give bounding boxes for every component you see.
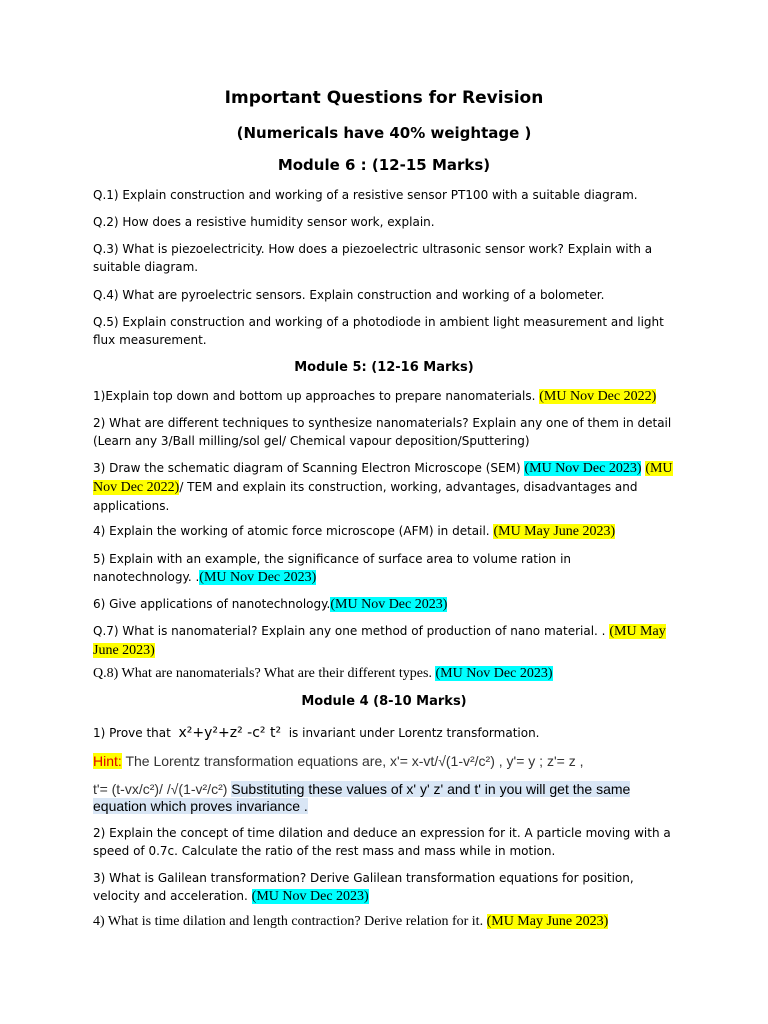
hint-highlight: Substituting these values of x' y' z' and t' in you will get the same equation which proves invariance . [93, 781, 631, 814]
module6-question: Q.2) How does a resistive humidity sensor work, explain. [93, 215, 435, 229]
question-text: 6) Give applications of nanotechnology. [93, 597, 331, 611]
module4-question-2: 2) Explain the concept of time dilation and deduce an expression for it. A particle moving with a speed of 0.7c. Calculate the ratio of the rest mass and mass while in motion. [93, 826, 671, 858]
exam-ref-badge: (MU May June 2023) [93, 624, 666, 658]
exam-ref-badge: (MU May June 2023) [493, 524, 616, 539]
exam-ref-badge: (MU Nov Dec 2022) [539, 389, 657, 404]
exam-ref-badge: (MU Nov Dec 2023) [330, 597, 448, 612]
question-text: is invariant under Lorentz transformation. [288, 726, 540, 740]
module4-question-1 [93, 724, 673, 742]
page-subtitle: (Numericals have 40% weightage ) [236, 124, 532, 142]
question-text: 3) Draw the schematic diagram of Scanning Electron Microscope (SEM) [93, 461, 521, 475]
module4-question-3 [93, 869, 673, 906]
module5-heading: Module 5: (12-16 Marks) [294, 360, 474, 375]
module6-question: Q.4) What are pyroelectric sensors. Explain construction and working of a bolometer. [93, 288, 605, 302]
invariant-formula: x²+y²+z² -c² t² [178, 725, 282, 741]
exam-ref-badge: (MU Nov Dec 2023) [524, 461, 642, 476]
module5-question-1 [93, 387, 673, 406]
exam-ref-badge: (MU Nov Dec 2023) [199, 570, 317, 585]
module5-question-5 [93, 550, 673, 587]
module4-question-4 [93, 913, 673, 931]
question-text: 1) Prove that [93, 726, 171, 740]
module4-heading: Module 4 (8-10 Marks) [301, 694, 467, 709]
module5-question-7 [93, 622, 673, 660]
exam-ref-badge: (MU Nov Dec 2022) [93, 461, 673, 495]
hint-block [93, 753, 683, 770]
exam-ref-badge: (MU Nov Dec 2023) [435, 666, 553, 681]
module5-question-8 [93, 665, 673, 683]
hint-continuation [93, 781, 663, 815]
question-text-rest: / TEM and explain its construction, working, advantages, disadvantages and applications. [93, 480, 638, 513]
exam-ref-badge: (MU May June 2023) [486, 914, 609, 929]
module5-question-3 [93, 459, 673, 515]
question-text: Q.8) What are nanomaterials? What are their different types. [93, 666, 432, 681]
question-text: 1)Explain top down and bottom up approaches to prepare nanomaterials. [93, 389, 536, 403]
module5-question-4 [93, 522, 673, 541]
module5-question-6 [93, 595, 673, 614]
hint-label: Hint: [93, 753, 122, 769]
question-text: 3) What is Galilean transformation? Derive Galilean transformation equations for position, velocity and acceleration. [93, 871, 634, 903]
page-title: Important Questions for Revision [224, 88, 544, 108]
module5-question-2: 2) What are different techniques to synthesize nanomaterials? Explain any one of them in detail (Learn any 3/Ball milling/sol gel/ Chemical vapour deposition/Sputtering) [93, 416, 672, 448]
question-text: 4) Explain the working of atomic force microscope (AFM) in detail. [93, 524, 490, 538]
hint-line2: t'= (t-vx/c²)/ /√(1-v²/c²) [93, 781, 228, 797]
question-text: Q.7) What is nanomaterial? Explain any one method of production of nano material. . [93, 624, 606, 638]
exam-ref-badge: (MU Nov Dec 2023) [251, 889, 369, 904]
module6-question: Q.5) Explain construction and working of a photodiode in ambient light measurement and light flux measurement. [93, 315, 664, 347]
hint-line1: The Lorentz transformation equations are, x'= x-vt/√(1-v²/c²) , y'= y ; z'= z , [125, 753, 584, 769]
question-text: 4) What is time dilation and length contraction? Derive relation for it. [93, 914, 484, 929]
module6-question: Q.3) What is piezoelectricity. How does a piezoelectric ultrasonic sensor work? Explain with a suitable diagram. [93, 242, 653, 274]
module6-heading: Module 6 : (12-15 Marks) [277, 156, 491, 174]
module6-question: Q.1) Explain construction and working of a resistive sensor PT100 with a suitable diagram. [93, 188, 638, 202]
question-text: 5) Explain with an example, the significance of surface area to volume ration in nanotechnology. . [93, 552, 572, 584]
